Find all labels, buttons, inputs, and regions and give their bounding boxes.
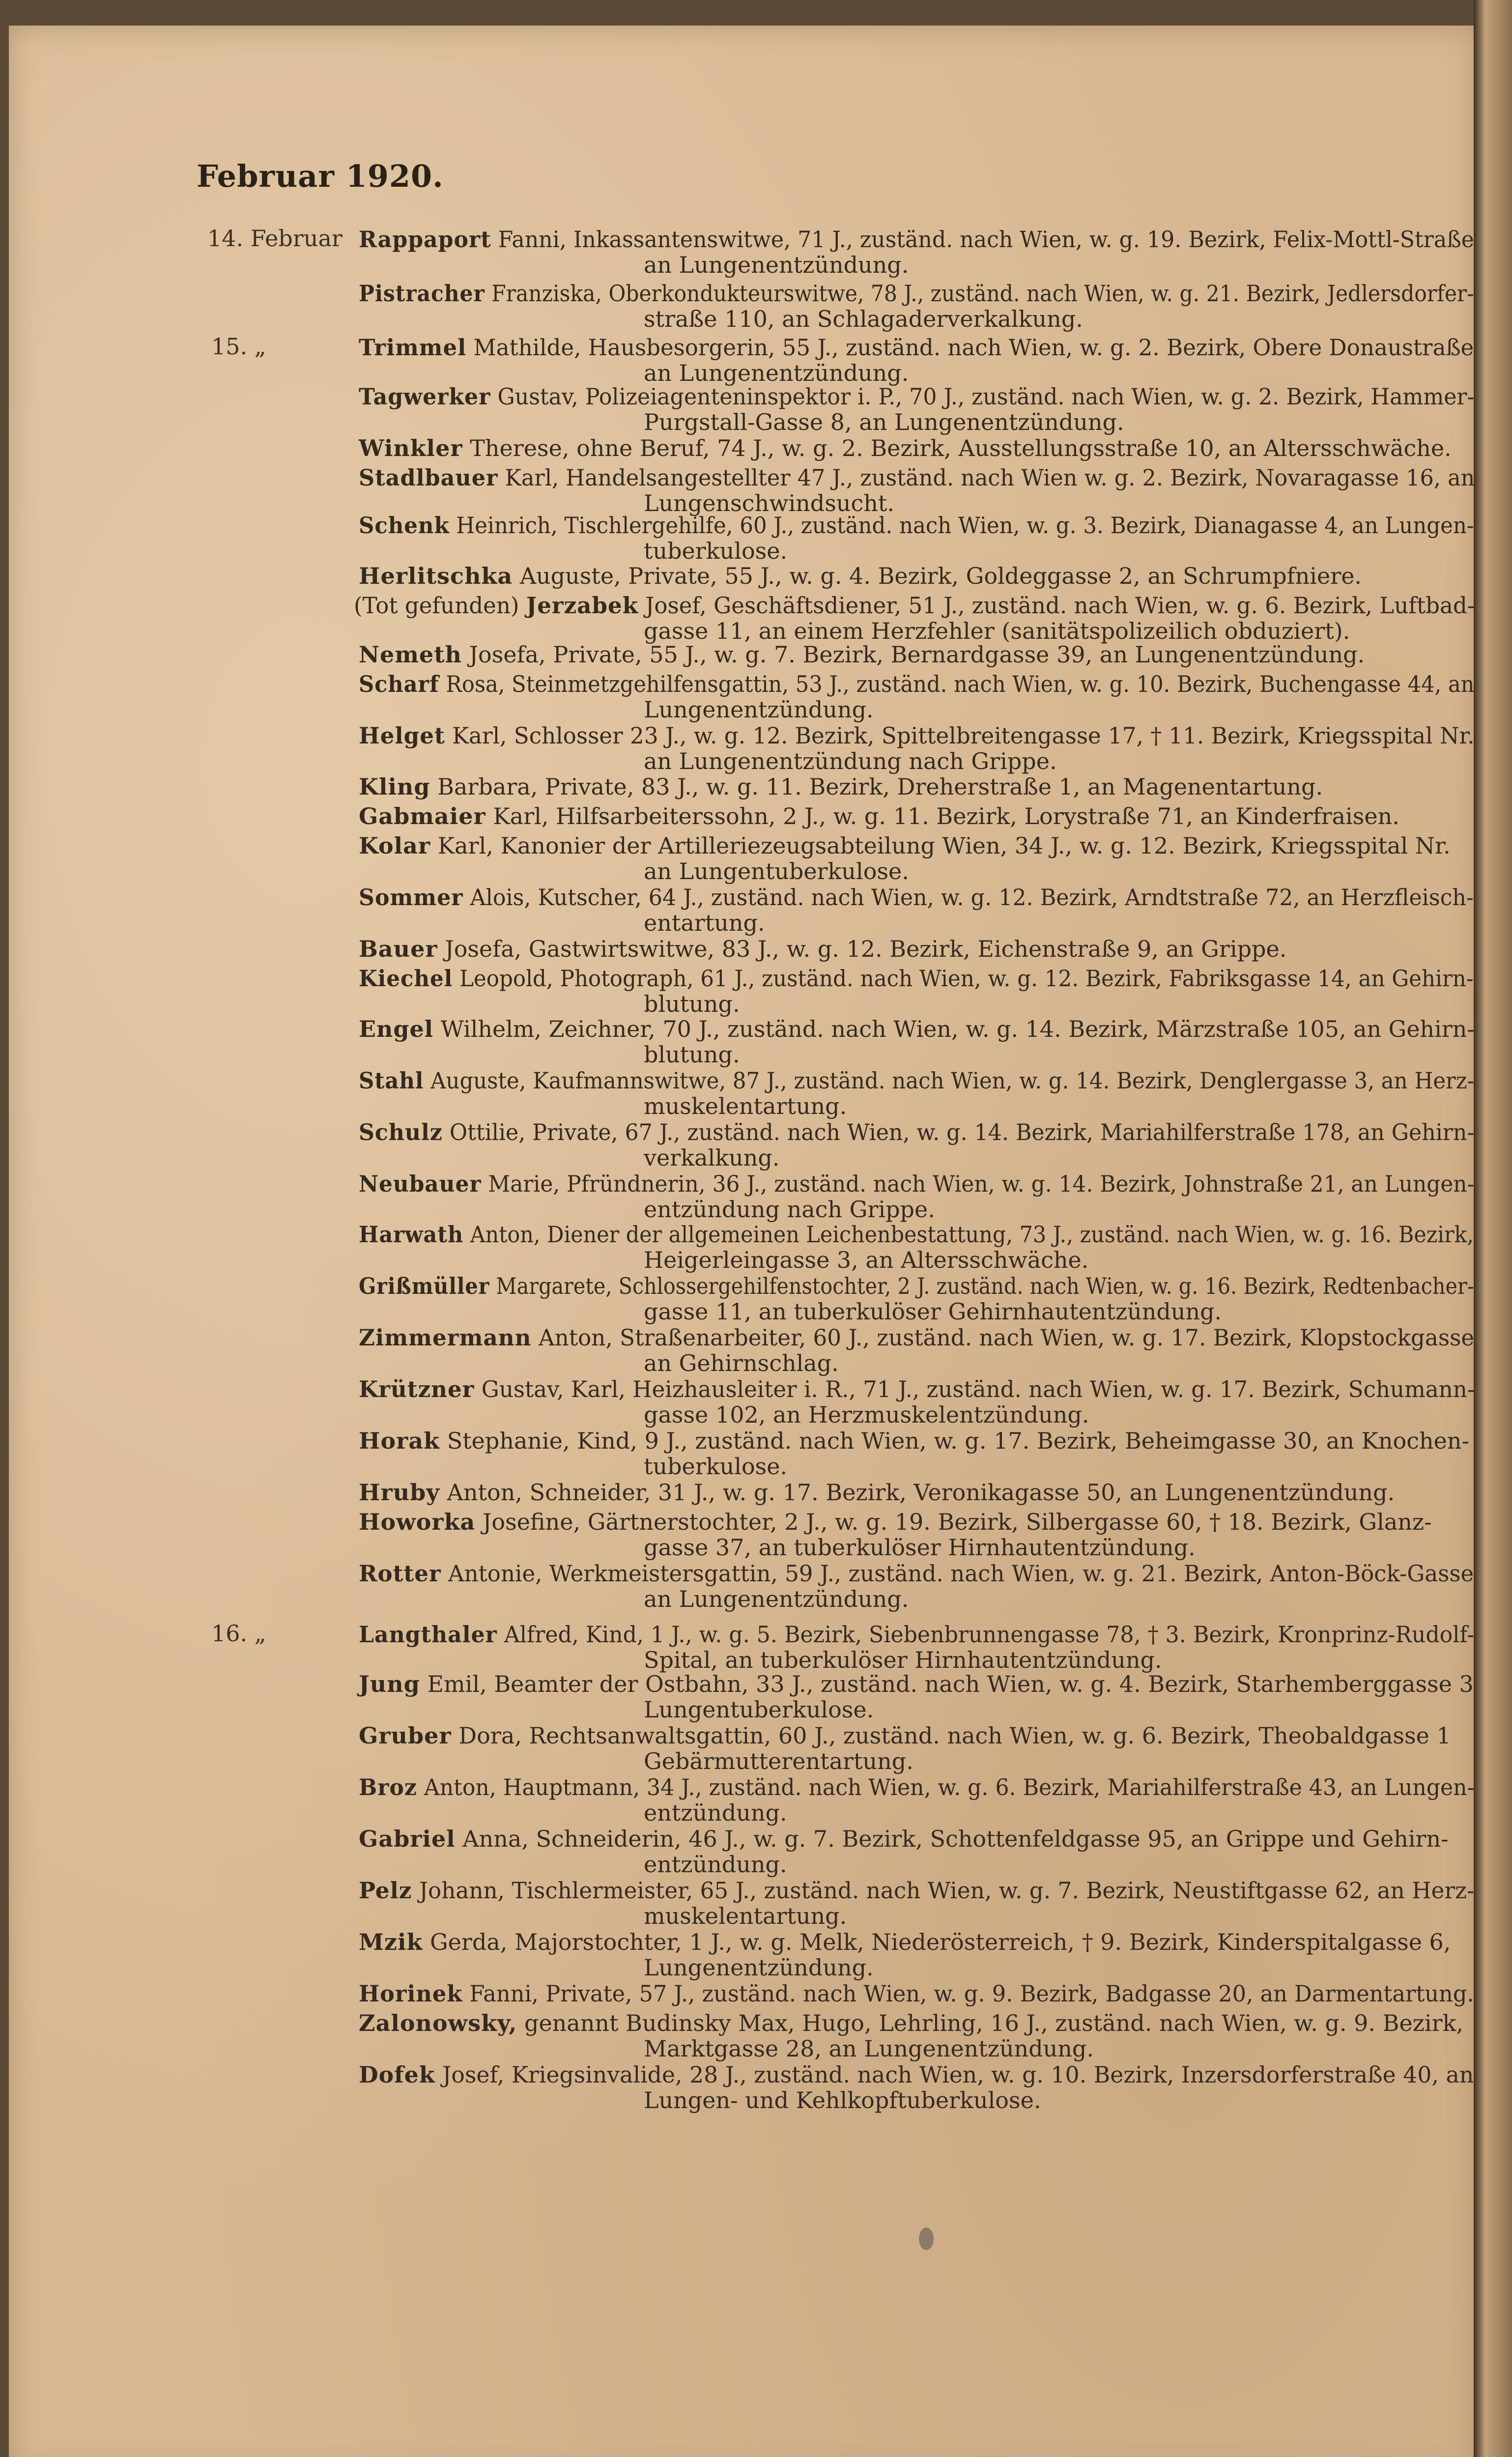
- entry-continuation: an Gehirnschlag.: [644, 1350, 839, 1376]
- entry-details: Anton, Hauptmann, 34 J., zuständ. nach Wien, w. g. 6. Bezirk, Mariahilferstraße 43, an Lungen-: [424, 1774, 1475, 1800]
- entry-first-line: [359, 1508, 1432, 1536]
- entry-surname: Pistracher: [359, 280, 485, 307]
- entry-surname: Kolar: [359, 832, 431, 859]
- entry-details: genannt Budinsky Max, Hugo, Lehrling, 16 J., zuständ. nach Wien, w. g. 9. Bezirk,: [524, 2010, 1464, 2036]
- entry-surname: Zalonowsky,: [359, 2010, 517, 2036]
- entry-continuation: gasse 11, an tuberkulöser Gehirnhautentzündung.: [644, 1298, 1222, 1325]
- entry-surname: Rappaport: [359, 226, 491, 253]
- entry-first-line: [359, 1620, 1474, 1649]
- entry-first-line: [359, 772, 1323, 801]
- entry-surname: Gabmaier: [359, 803, 486, 829]
- entry-surname: Gabriel: [359, 1826, 456, 1852]
- entry-details: Karl, Schlosser 23 J., w. g. 12. Bezirk, Spittelbreitengasse 17, † 11. Bezirk, Kriegsspital Nr.: [452, 722, 1475, 749]
- entry-first-line: [359, 1375, 1475, 1403]
- entry-first-line: [359, 802, 1399, 830]
- entry-surname: Scharf: [359, 671, 439, 697]
- entry-continuation: Purgstall-Gasse 8, an Lungenentzündung.: [644, 409, 1124, 435]
- date-label: 16. „: [211, 1620, 266, 1647]
- entry-continuation: straße 110, an Schlagaderverkalkung.: [644, 306, 1083, 332]
- entry-first-line: [359, 225, 1474, 254]
- entry-first-line: [359, 964, 1474, 993]
- entry-first-line: [359, 1928, 1451, 1956]
- entry-continuation: entzündung nach Grippe.: [644, 1196, 935, 1223]
- entry-surname: Trimmel: [359, 334, 467, 361]
- entry-details: Johann, Tischlermeister, 65 J., zuständ. nach Wien, w. g. 7. Bezirk, Neustiftgasse 62, an Herz-: [419, 1877, 1475, 1904]
- entry-surname: Pelz: [359, 1877, 412, 1904]
- entry-continuation: blutung.: [644, 991, 740, 1017]
- entry-first-line: [359, 670, 1474, 698]
- entry-surname: Engel: [359, 1016, 434, 1042]
- entry-details: Anton, Schneider, 31 J., w. g. 17. Bezirk, Veronikagasse 50, an Lungenentzündung.: [447, 1479, 1395, 1506]
- entry-first-line: [359, 1015, 1475, 1043]
- entry-surname: Nemeth: [359, 641, 462, 668]
- entry-surname: Zimmermann: [359, 1324, 532, 1351]
- entry-continuation: gasse 37, an tuberkulöser Hirnhautentzündung.: [644, 1534, 1196, 1561]
- entry-first-line: [359, 2009, 1463, 2037]
- entry-surname: Herlitschka: [359, 563, 513, 589]
- entry-continuation: an Lungentuberkulose.: [644, 858, 909, 885]
- entry-continuation: tuberkulose.: [644, 538, 788, 564]
- page-heading: Februar 1920.: [197, 158, 444, 194]
- entry-surname: Krützner: [359, 1376, 475, 1402]
- entry-details: Auguste, Kaufmannswitwe, 87 J., zuständ. nach Wien, w. g. 14. Bezirk, Denglergasse 3, an Herz-: [430, 1067, 1475, 1094]
- entry-first-line: [359, 883, 1474, 912]
- entry-first-line: [359, 1670, 1474, 1698]
- entry-surname: Harwath: [359, 1221, 464, 1248]
- entry-details: Josefa, Private, 55 J., w. g. 7. Bezirk, Bernardgasse 39, an Lungenentzündung.: [469, 641, 1365, 668]
- entry-continuation: entartung.: [644, 910, 765, 936]
- entry-details: Anton, Straßenarbeiter, 60 J., zuständ. nach Wien, w. g. 17. Bezirk, Klopstockgasse: [538, 1324, 1475, 1351]
- entry-details: Rosa, Steinmetzgehilfensgattin, 53 J., zuständ. nach Wien, w. g. 10. Bezirk, Buchengasse 44, an: [446, 671, 1475, 697]
- entry-details: Marie, Pfründnerin, 36 J., zuständ. nach Wien, w. g. 14. Bezirk, Johnstraße 21, an Lungen-: [488, 1171, 1475, 1197]
- entry-details: Ottilie, Private, 67 J., zuständ. nach Wien, w. g. 14. Bezirk, Mariahilferstraße 178, an Gehirn-: [449, 1119, 1475, 1145]
- entry-details: Emil, Beamter der Ostbahn, 33 J., zuständ. nach Wien, w. g. 4. Bezirk, Starhemberggasse 3: [427, 1671, 1474, 1697]
- entry-details: Josef, Geschäftsdiener, 51 J., zuständ. nach Wien, w. g. 6. Bezirk, Luftbad-: [645, 592, 1475, 619]
- entry-surname: Jung: [359, 1671, 420, 1697]
- entry-first-line: [359, 511, 1474, 540]
- entry-first-line: [359, 1876, 1474, 1905]
- entry-details: Gerda, Majorstochter, 1 J., w. g. Melk, Niederösterreich, † 9. Bezirk, Kinderspitalgasse 6,: [430, 1929, 1451, 1955]
- entry-continuation: entzündung.: [644, 1800, 787, 1826]
- entry-details: Josefine, Gärtnerstochter, 2 J., w. g. 19. Bezirk, Silbergasse 60, † 18. Bezirk, Glanz-: [482, 1509, 1432, 1535]
- entry-surname: Schenk: [359, 512, 450, 539]
- entry-first-line: [359, 1721, 1451, 1750]
- entry-details: Gustav, Karl, Heizhausleiter i. R., 71 J., zuständ. nach Wien, w. g. 17. Bezirk, Schumann-: [481, 1376, 1475, 1402]
- entry-continuation: blutung.: [644, 1041, 740, 1068]
- entry-continuation: Lungenentzündung.: [644, 1954, 874, 1981]
- entry-continuation: Spital, an tuberkulöser Hirnhautentzündung.: [644, 1647, 1162, 1673]
- ink-spot: [919, 2228, 934, 2250]
- entry-first-line: [359, 333, 1474, 362]
- entry-surname: Schulz: [359, 1119, 443, 1145]
- entry-continuation: muskelentartung.: [644, 1903, 847, 1929]
- entry-continuation: Lungenentzündung.: [644, 696, 874, 723]
- entry-first-line: [359, 1825, 1449, 1853]
- entry-details: Leopold, Photograph, 61 J., zuständ. nach Wien, w. g. 12. Bezirk, Fabriksgasse 14, an Gehirn-: [459, 965, 1474, 992]
- entry-first-line: [359, 1170, 1474, 1198]
- entry-first-line: [359, 434, 1452, 462]
- entry-first-line: [359, 1427, 1469, 1455]
- entry-first-line: [359, 382, 1474, 411]
- entry-surname: Howorka: [359, 1509, 476, 1535]
- entry-first-line: [359, 640, 1365, 669]
- entry-surname: Winkler: [359, 435, 463, 461]
- entry-continuation: an Lungenentzündung nach Grippe.: [644, 748, 1057, 774]
- entry-details: Barbara, Private, 83 J., w. g. 11. Bezirk, Dreherstraße 1, an Magenentartung.: [437, 773, 1323, 800]
- entry-details: Fanni, Inkassantenswitwe, 71 J., zuständ. nach Wien, w. g. 19. Bezirk, Felix-Mottl-Straße: [498, 226, 1474, 253]
- entry-first-line: [359, 831, 1451, 860]
- entry-details: Karl, Handelsangestellter 47 J., zuständ. nach Wien w. g. 2. Bezirk, Novaragasse 16, an: [505, 464, 1475, 491]
- entry-first-line: [359, 721, 1475, 750]
- entry-first-line: [359, 1773, 1474, 1801]
- entry-details: Gustav, Polizeiagenteninspektor i. P., 70 J., zuständ. nach Wien, w. g. 2. Bezirk, Hammer-: [497, 383, 1475, 410]
- entry-surname: Tagwerker: [359, 383, 491, 410]
- entry-details: Heinrich, Tischlergehilfe, 60 J., zuständ. nach Wien, w. g. 3. Bezirk, Dianagasse 4, an Lungen-: [456, 512, 1474, 539]
- entry-first-line: [359, 1979, 1474, 2008]
- entry-details: Dora, Rechtsanwaltsgattin, 60 J., zuständ. nach Wien, w. g. 6. Bezirk, Theobaldgasse 1: [458, 1722, 1451, 1749]
- entry-continuation: Lungentuberkulose.: [644, 1696, 874, 1723]
- entry-surname: Gruber: [359, 1722, 452, 1749]
- entry-first-line: [359, 463, 1475, 492]
- entry-details: Margarete, Schlossergehilfenstochter, 2 J. zuständ. nach Wien, w. g. 16. Bezirk, Redtenbacher-: [496, 1273, 1474, 1299]
- entry-continuation: an Lungenentzündung.: [644, 360, 909, 386]
- entry-first-line: [359, 279, 1474, 308]
- entry-prefix: (Tot gefunden): [354, 592, 519, 619]
- entry-continuation: Lungenschwindsucht.: [644, 490, 894, 516]
- entry-first-line: [359, 1559, 1474, 1588]
- entry-continuation: gasse 102, an Herzmuskelentzündung.: [644, 1401, 1089, 1428]
- entry-first-line: [359, 2060, 1474, 2089]
- entry-details: Josefa, Gastwirtswitwe, 83 J., w. g. 12. Bezirk, Eichenstraße 9, an Grippe.: [445, 936, 1287, 962]
- entry-details: Alois, Kutscher, 64 J., zuständ. nach Wien, w. g. 12. Bezirk, Arndtstraße 72, an Herzfleisch-: [470, 884, 1474, 911]
- entry-surname: Grißmüller: [359, 1273, 490, 1299]
- entry-surname: Dofek: [359, 2061, 435, 2088]
- entry-details: Josef, Kriegsinvalide, 28 J., zuständ. nach Wien, w. g. 10. Bezirk, Inzersdorferstraße 40, an: [442, 2061, 1474, 2088]
- entry-surname: Neubauer: [359, 1171, 482, 1197]
- entry-details: Karl, Kanonier der Artilleriezeugsabteilung Wien, 34 J., w. g. 12. Bezirk, Kriegsspital Nr.: [437, 832, 1451, 859]
- date-label: 14. Februar: [207, 225, 342, 252]
- entry-continuation: an Lungenentzündung.: [644, 1586, 909, 1612]
- entry-first-line: [354, 591, 1475, 620]
- entry-surname: Stahl: [359, 1067, 424, 1094]
- entry-continuation: Heigerleingasse 3, an Altersschwäche.: [644, 1247, 1089, 1273]
- entry-surname: Stadlbauer: [359, 464, 498, 491]
- entry-details: Franziska, Oberkondukteurswitwe, 78 J., zuständ. nach Wien, w. g. 21. Bezirk, Jedlersdorfer-: [491, 280, 1474, 307]
- entry-continuation: Lungen- und Kehlkopftuberkulose.: [644, 2087, 1041, 2114]
- entry-surname: Horak: [359, 1428, 440, 1454]
- entry-surname: Kling: [359, 773, 430, 800]
- entry-details: Anna, Schneiderin, 46 J., w. g. 7. Bezirk, Schottenfeldgasse 95, an Grippe und Gehirn-: [462, 1826, 1449, 1852]
- entry-surname: Hruby: [359, 1479, 440, 1506]
- entry-details: Alfred, Kind, 1 J., w. g. 5. Bezirk, Siebenbrunnengasse 78, † 3. Bezirk, Kronprinz-Rudolf-: [504, 1621, 1475, 1648]
- entry-continuation: verkalkung.: [644, 1144, 780, 1171]
- entry-details: Stephanie, Kind, 9 J., zuständ. nach Wien, w. g. 17. Bezirk, Beheimgasse 30, an Knochen-: [447, 1428, 1470, 1454]
- entry-surname: Kiechel: [359, 965, 453, 992]
- entry-continuation: an Lungenentzündung.: [644, 252, 909, 278]
- entry-first-line: [359, 1272, 1474, 1300]
- entry-continuation: Marktgasse 28, an Lungenentzündung.: [644, 2035, 1094, 2062]
- entry-first-line: [359, 1478, 1395, 1507]
- entry-details: Karl, Hilfsarbeiterssohn, 2 J., w. g. 11. Bezirk, Lorystraße 71, an Kinderfraisen.: [493, 803, 1399, 829]
- entry-continuation: Gebärmutterentartung.: [644, 1748, 913, 1774]
- entry-details: Antonie, Werkmeistersgattin, 59 J., zuständ. nach Wien, w. g. 21. Bezirk, Anton-Böck-Gasse: [448, 1560, 1474, 1587]
- entry-first-line: [359, 1118, 1474, 1146]
- entry-first-line: [359, 935, 1286, 963]
- entry-continuation: muskelentartung.: [644, 1093, 847, 1119]
- book-binding-edge: [1474, 0, 1512, 2457]
- entry-details: Anton, Diener der allgemeinen Leichenbestattung, 73 J., zuständ. nach Wien, w. g. 16. Bezirk,: [470, 1221, 1474, 1248]
- entry-details: Auguste, Private, 55 J., w. g. 4. Bezirk, Goldeggasse 2, an Schrumpfniere.: [519, 563, 1362, 589]
- entry-first-line: [359, 562, 1362, 590]
- entry-details: Wilhelm, Zeichner, 70 J., zuständ. nach Wien, w. g. 14. Bezirk, Märzstraße 105, an Gehirn-: [440, 1016, 1475, 1042]
- entry-details: Mathilde, Hausbesorgerin, 55 J., zuständ. nach Wien, w. g. 2. Bezirk, Obere Donaustraße: [473, 334, 1474, 361]
- entry-surname: Langthaler: [359, 1621, 497, 1648]
- entry-surname: Jerzabek: [526, 592, 638, 619]
- entry-surname: Horinek: [359, 1980, 463, 2007]
- entry-surname: Broz: [359, 1774, 417, 1800]
- entry-first-line: [359, 1220, 1474, 1249]
- entry-first-line: [359, 1323, 1474, 1352]
- entry-continuation: gasse 11, an einem Herzfehler (sanitätspolizeilich obduziert).: [644, 618, 1350, 644]
- entry-surname: Mzik: [359, 1929, 423, 1955]
- entry-details: Fanni, Private, 57 J., zuständ. nach Wien, w. g. 9. Bezirk, Badgasse 20, an Darmentartung.: [469, 1980, 1474, 2007]
- entry-surname: Bauer: [359, 936, 438, 962]
- date-label: 15. „: [211, 333, 266, 360]
- entry-surname: Sommer: [359, 884, 463, 911]
- entry-surname: Rotter: [359, 1560, 441, 1587]
- entry-details: Therese, ohne Beruf, 74 J., w. g. 2. Bezirk, Ausstellungsstraße 10, an Altersschwäche.: [470, 435, 1452, 461]
- entry-continuation: entzündung.: [644, 1851, 787, 1878]
- entry-continuation: tuberkulose.: [644, 1453, 788, 1480]
- entry-surname: Helget: [359, 722, 445, 749]
- entry-first-line: [359, 1066, 1474, 1095]
